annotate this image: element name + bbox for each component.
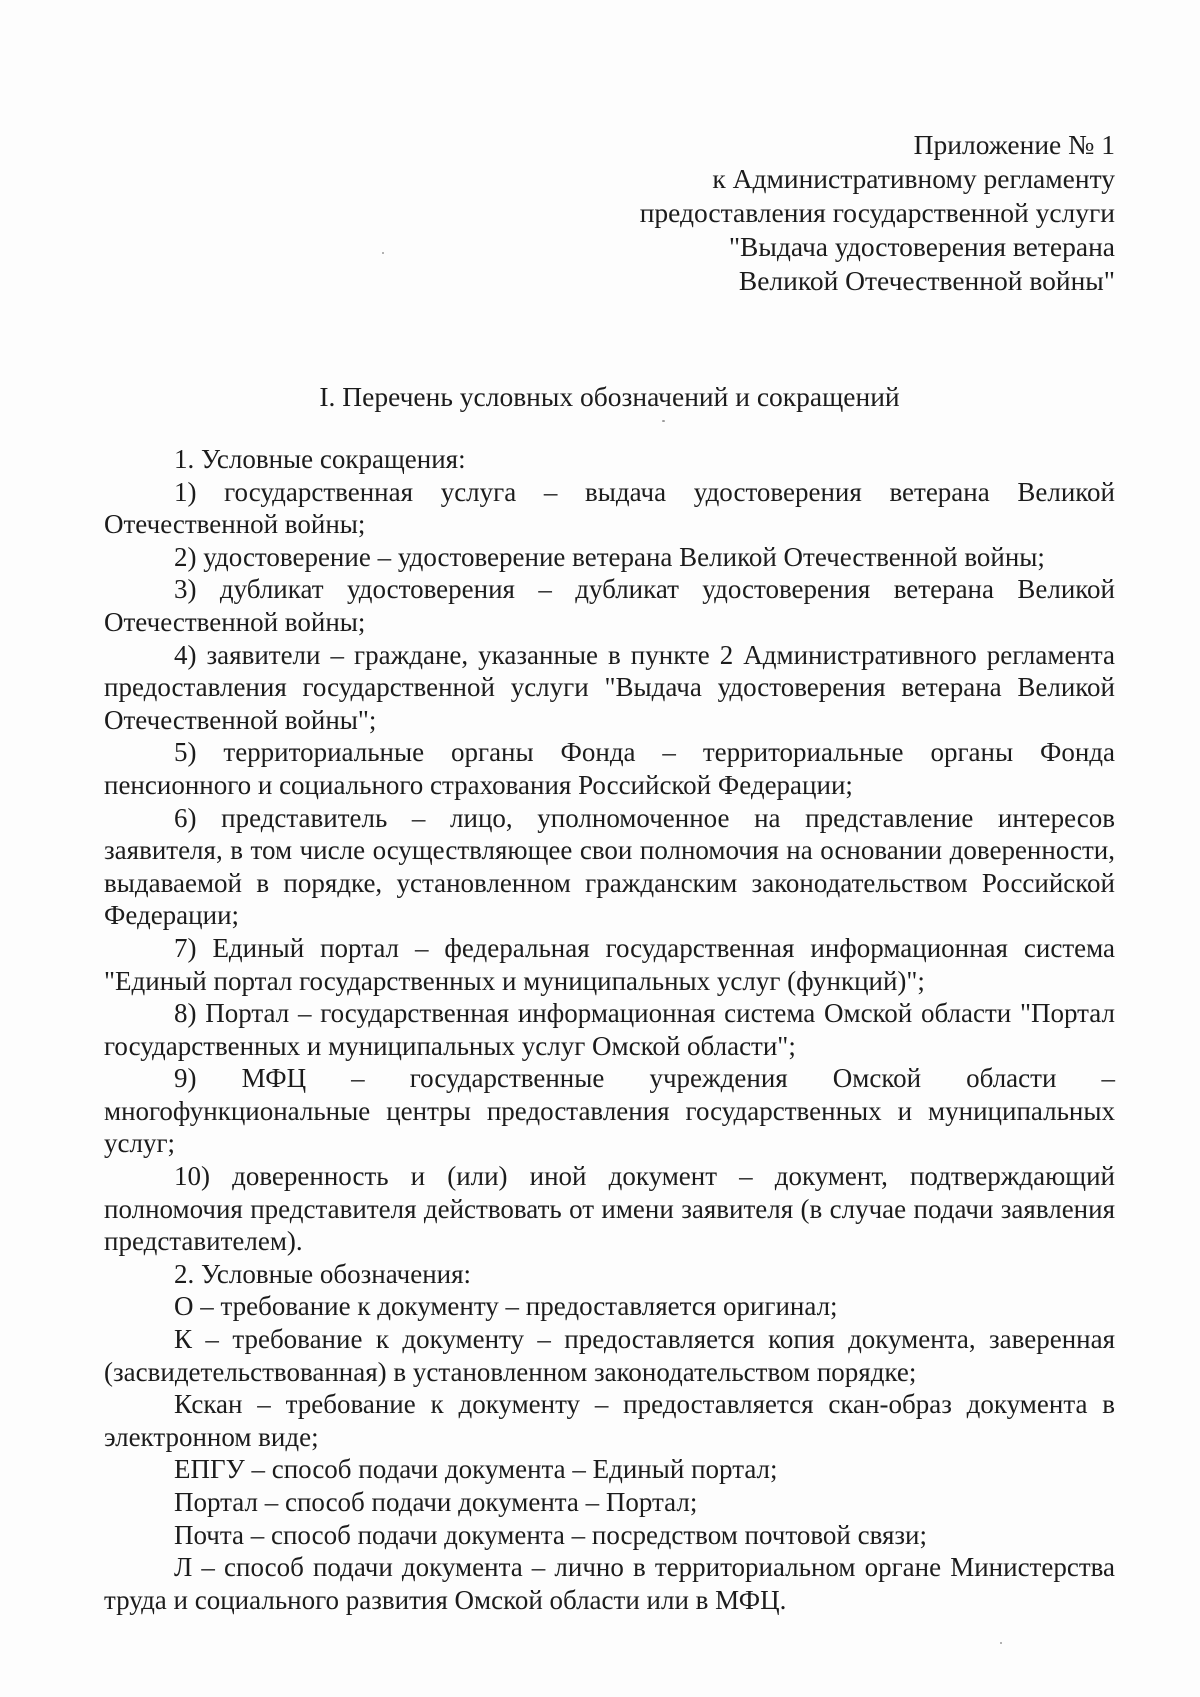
abbreviation-item: 2) удостоверение – удостоверение ветерана Великой Отечественной войны; [174,541,1045,572]
scan-speck [1000,1642,1002,1644]
abbreviation-item: 4) заявители – граждане, указанные в пункте 2 Административного регламента предоставления государственной услуги "Выдача удостоверения ветерана Великой Отечественной войны"; [104,639,1115,735]
designation-item: Кскан – требование к документу – предоставляется скан-образ документа в электронном виде; [104,1389,1115,1452]
designation-item: К – требование к документу – предоставляется копия документа, заверенная (засвидетельствованная) в установленном законодательством порядке; [104,1324,1115,1387]
abbreviation-item: 9) МФЦ – государственные учреждения Омской области – многофункциональные центры предоставления государственных и муниципальных услуг; [104,1063,1115,1159]
designation-item: Л – способ подачи документа – лично в территориальном органе Министерства труда и социального развития Омской области или в МФЦ. [104,1552,1115,1615]
document-body [104,128,1115,1616]
abbreviation-item: 6) представитель – лицо, уполномоченное на представление интересов заявителя, в том числе осуществляющее свои полномочия на основании доверенности, выдаваемой в порядке, установленном гражданским законодательством Российской Федерации; [104,802,1115,931]
abbreviation-item: 10) доверенность и (или) иной документ – документ, подтверждающий полномочия представителя действовать от имени заявителя (в случае подачи заявления представителем). [104,1161,1115,1257]
abbreviation-item: 3) дубликат удостоверения – дубликат удостоверения ветерана Великой Отечественной войны; [104,574,1115,637]
annex-line: предоставления государственной услуги [639,197,1115,228]
abbreviation-item: 5) территориальные органы Фонда – территориальные органы Фонда пенсионного и социального страхования Российской Федерации; [104,737,1115,800]
annex-line: Великой Отечественной войны" [738,265,1115,296]
designation-item: ЕПГУ – способ подачи документа – Единый портал; [174,1454,778,1485]
abbreviations-heading: 1. Условные сокращения: [174,444,466,474]
abbreviation-item: 7) Единый портал – федеральная государственная информационная система "Единый портал государственных и муниципальных услуг (функций)"; [104,932,1115,996]
designations-section [104,1258,1115,1617]
abbreviation-item: 8) Портал – государственная информационная система Омской области "Портал государственных и муниципальных услуг Омской области"; [104,998,1115,1061]
annex-header [104,128,1115,298]
section-title: I. Перечень условных обозначений и сокращений [319,381,900,412]
designations-heading: 2. Условные обозначения: [174,1258,472,1289]
designation-item: Портал – способ подачи документа – Портал; [174,1487,698,1517]
abbreviation-item: 1) государственная услуга – выдача удостоверения ветерана Великой Отечественной войны; [104,476,1115,540]
designation-item: Почта – способ подачи документа – посредством почтовой связи; [174,1519,927,1550]
designation-item: О – требование к документу – предоставляется оригинал; [174,1291,838,1322]
annex-line: "Выдача удостоверения ветерана [728,231,1115,262]
annex-number: Приложение № 1 [913,129,1115,160]
annex-line: к Административному регламенту [712,163,1115,194]
abbreviations-section [104,443,1115,1258]
